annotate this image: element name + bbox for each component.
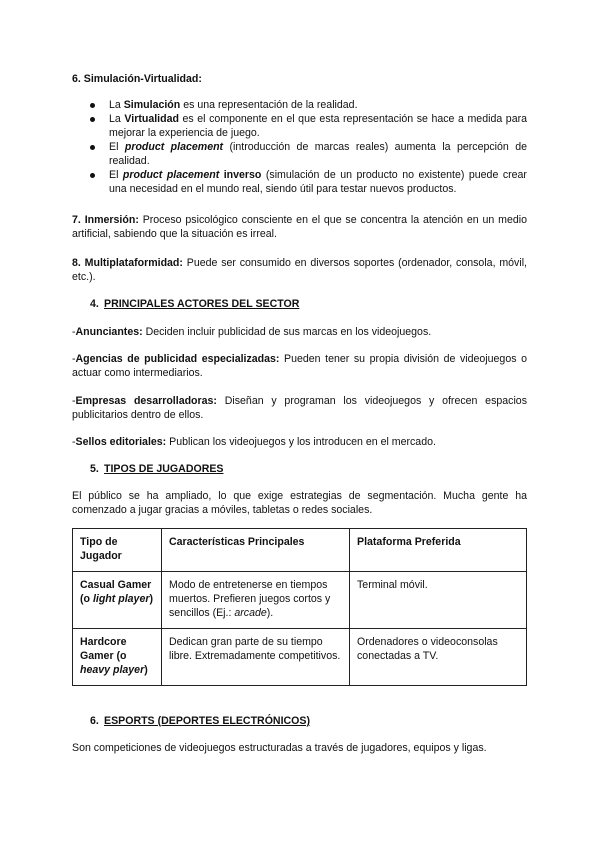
column-header: Tipo de Jugador: [73, 529, 162, 572]
heading-principales-actores: 4. PRINCIPALES ACTORES DEL SECTOR: [90, 298, 300, 310]
list-item: La Virtualidad es el componente en el que esta representación se hace a medida para mejorar la experiencia de juego.: [72, 112, 527, 140]
players-table: [72, 528, 527, 686]
actor-paragraph: -Agencias de publicidad especializadas: Pueden tener su propia división de videojuegos o actuar como intermediarios.: [72, 353, 527, 379]
column-header: Características Principales: [162, 529, 350, 572]
list-item: El product placement inverso (simulación de un producto no existente) puede crear una necesidad en el mundo real, siendo útil para testar nuevos productos.: [72, 168, 527, 196]
table-row: [73, 629, 527, 686]
paragraph-inmersion: 7. Inmersión: Proceso psicológico consciente en el que se concentra la atención en un medio artificial, sabiendo que la situación es irreal.: [72, 214, 527, 240]
paragraph-multiplataformidad: 8. Multiplataformidad: Puede ser consumido en diversos soportes (ordenador, consola, móvil, etc.).: [72, 257, 527, 283]
actor-paragraph: -Sellos editoriales: Publican los videojuegos y los introducen en el mercado.: [72, 436, 436, 448]
table-cell: Ordenadores o videoconsolas conectadas a TV.: [350, 629, 527, 686]
table-cell: Casual Gamer (o light player): [73, 572, 162, 629]
list-item: La Simulación es una representación de la realidad.: [72, 98, 527, 112]
heading-tipos-jugadores: 5. TIPOS DE JUGADORES: [90, 463, 224, 475]
paragraph-esports: Son competiciones de videojuegos estructuradas a través de jugadores, equipos y ligas.: [72, 742, 487, 754]
table-cell: Terminal móvil.: [350, 572, 527, 629]
table-cell: Dedican gran parte de su tiempo libre. Extremadamente competitivos.: [162, 629, 350, 686]
section-title: 6. Simulación-Virtualidad:: [72, 73, 202, 85]
heading-esports: 6. ESPORTS (DEPORTES ELECTRÓNICOS): [90, 715, 311, 727]
table-cell: Hardcore Gamer (o heavy player): [73, 629, 162, 686]
actor-paragraph: -Anunciantes: Deciden incluir publicidad de sus marcas en los videojuegos.: [72, 326, 432, 338]
table-row: [73, 572, 527, 629]
actor-paragraph: -Empresas desarrolladoras: Diseñan y programan los videojuegos y ofrecen espacios publicitarios dentro de ellos.: [72, 395, 527, 421]
column-header: Plataforma Preferida: [350, 529, 527, 572]
section-heading: [72, 72, 527, 86]
bullet-list: [72, 98, 527, 196]
list-item: El product placement (introducción de marcas reales) aumenta la percepción de realidad.: [72, 140, 527, 168]
table-cell: Modo de entretenerse en tiempos muertos. Prefieren juegos cortos y sencillos (Ej.: arcade).: [162, 572, 350, 629]
paragraph-intro-jugadores: El público se ha ampliado, lo que exige estrategias de segmentación. Mucha gente ha comenzado a jugar gracias a móviles, tabletas o redes sociales.: [72, 490, 527, 516]
table-header-row: [73, 529, 527, 572]
